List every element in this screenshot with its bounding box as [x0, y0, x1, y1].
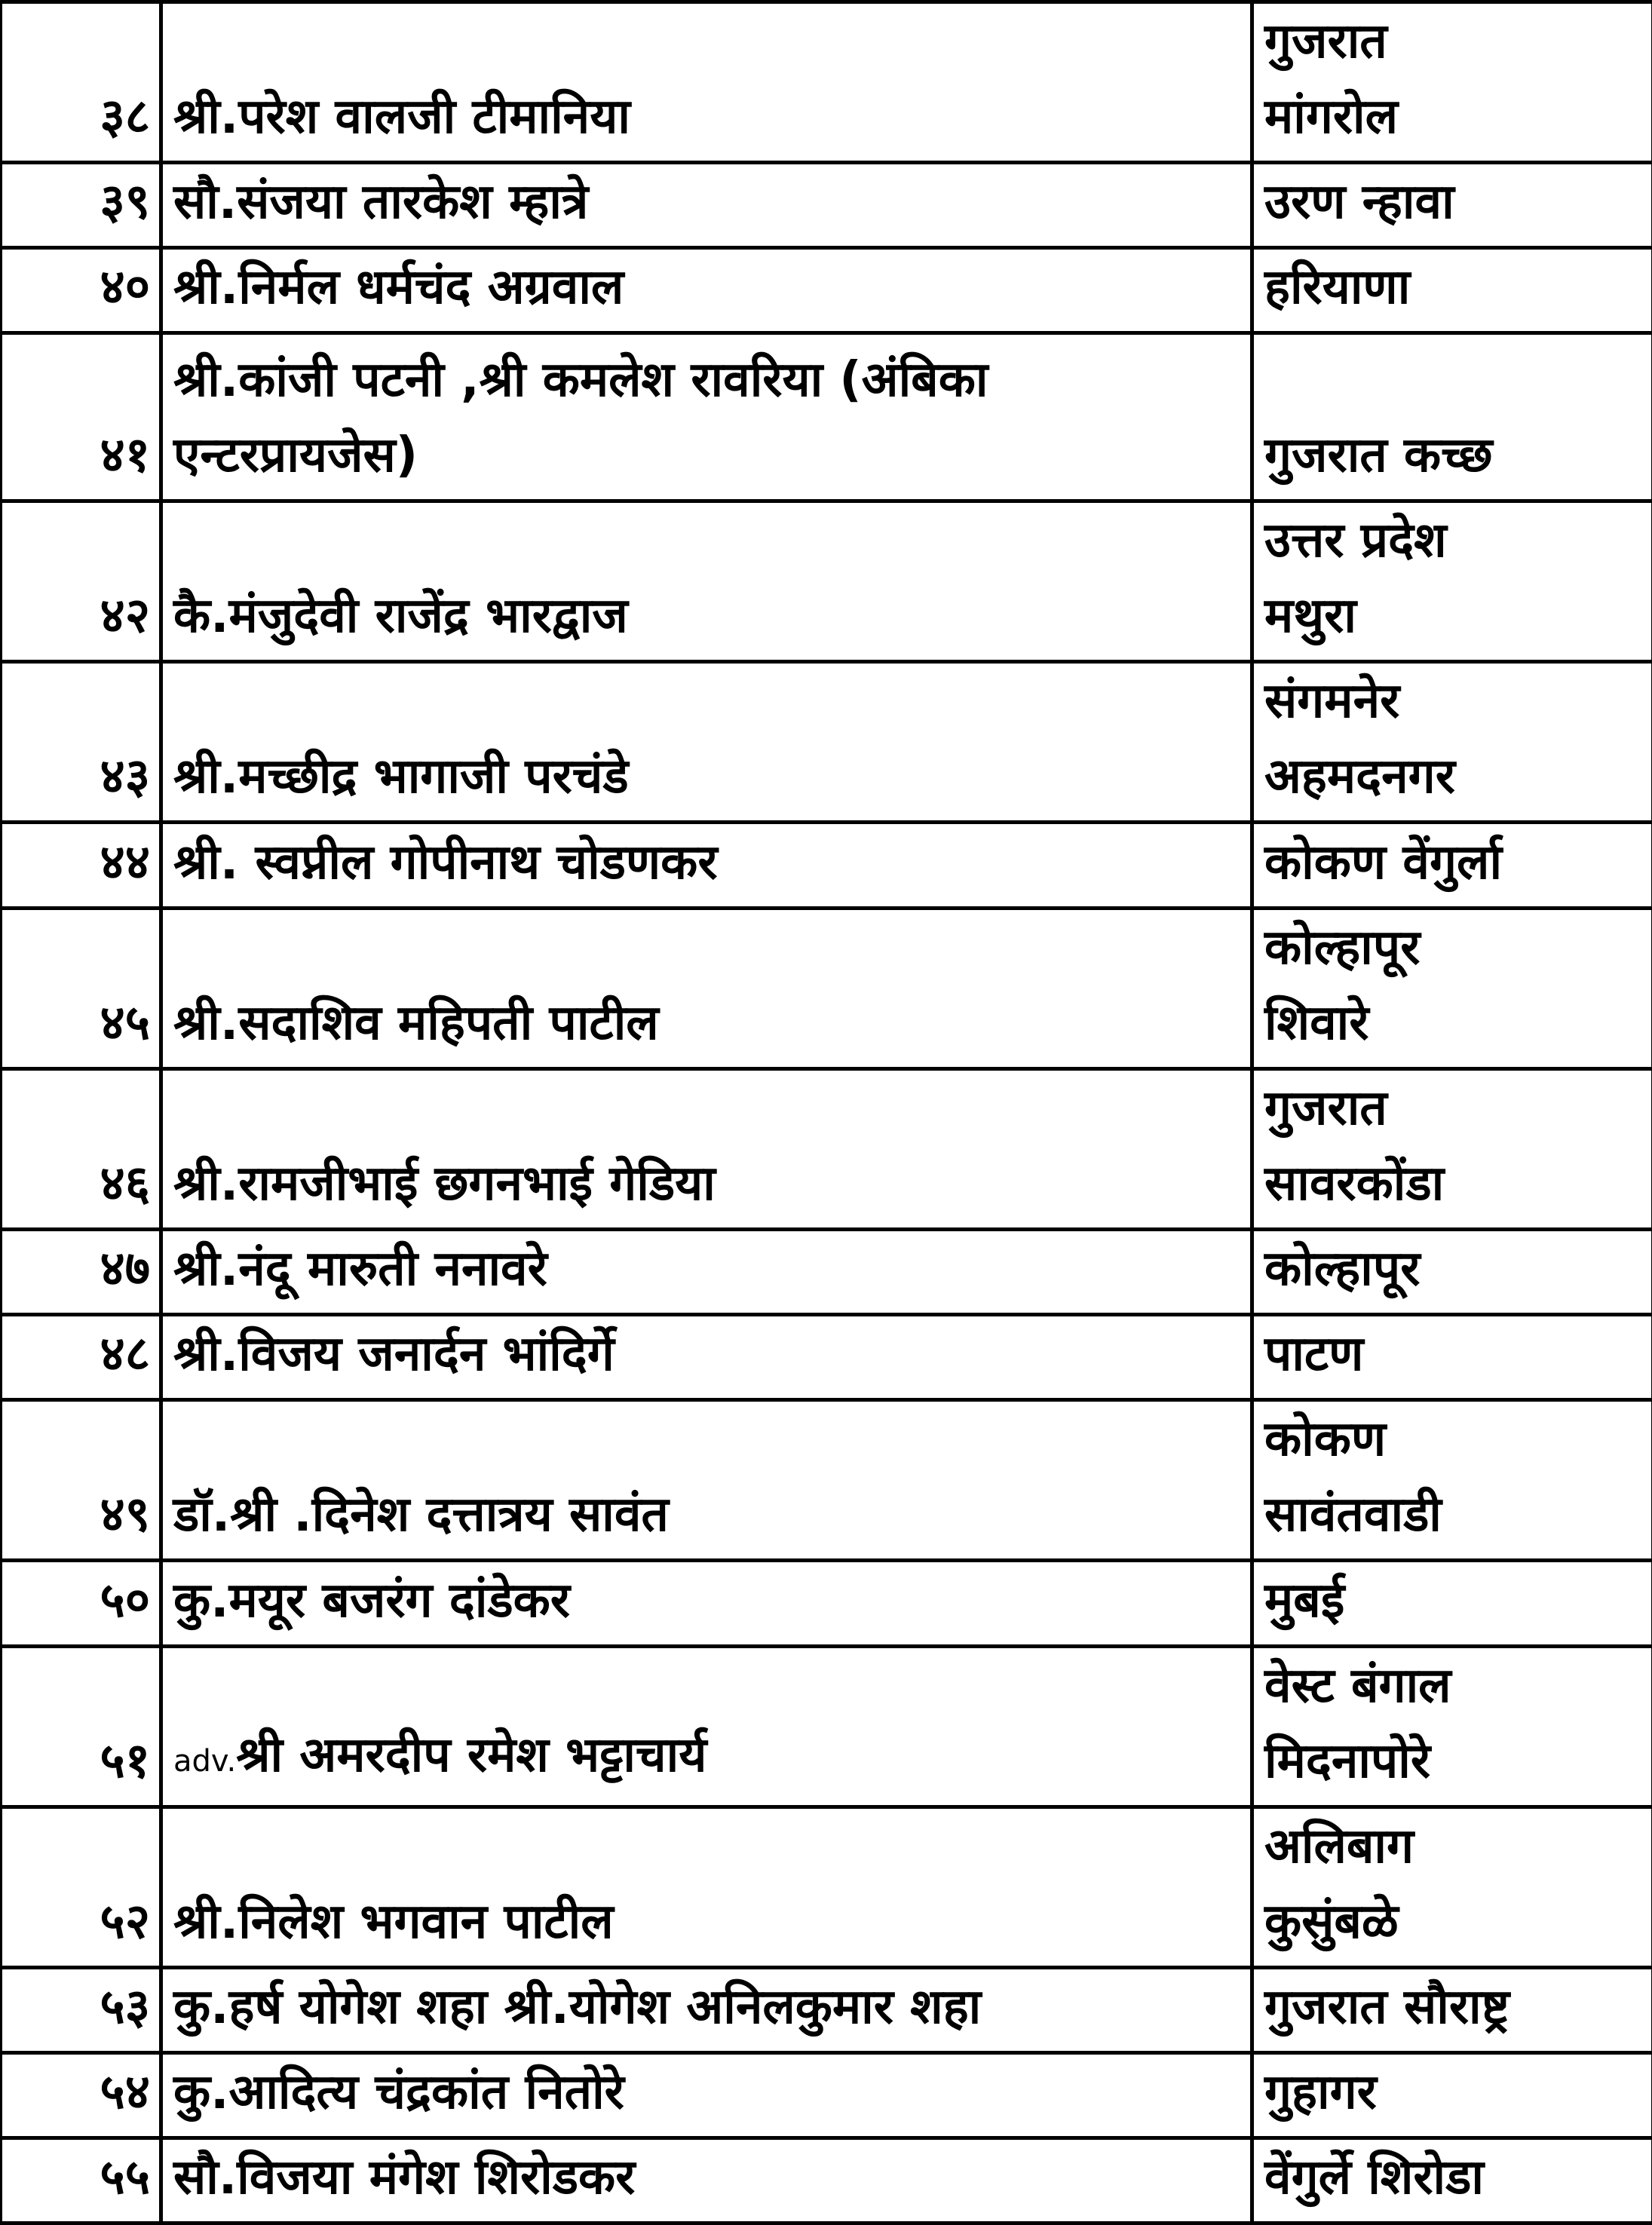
- table-row: [2, 1230, 1652, 1315]
- donor-name: सौ.विजया मंगेश शिरोडकर: [161, 2138, 1252, 2223]
- table-row: [2, 2138, 1652, 2223]
- name-prefix: adv.: [173, 1744, 236, 1779]
- row-number: ५०: [2, 1561, 161, 1647]
- donor-name: श्री.मच्छीद्र भागाजी परचंडे: [161, 662, 1252, 823]
- place-line: कोकण: [1264, 1402, 1641, 1477]
- place-line: अलिबाग: [1264, 1809, 1641, 1884]
- place-line: सावरकोंडा: [1264, 1146, 1641, 1221]
- row-number: ४२: [2, 501, 161, 662]
- donor-place: [1252, 1647, 1652, 1807]
- row-number: ४७: [2, 1230, 161, 1315]
- donor-name: [161, 1647, 1252, 1807]
- donor-name: श्री. स्वप्नील गोपीनाथ चोडणकर: [161, 823, 1252, 909]
- place-line: शिवारे: [1264, 985, 1641, 1061]
- place-line: वेस्ट बंगाल: [1264, 1648, 1641, 1724]
- table-row: [2, 2053, 1652, 2138]
- donor-place: [1252, 662, 1652, 823]
- place-line: कुसुंबळे: [1264, 1884, 1641, 1960]
- donor-name: श्री.विजय जनार्दन भांदिर्गे: [161, 1315, 1252, 1400]
- donor-place: [1252, 2053, 1652, 2138]
- row-number: ४६: [2, 1069, 161, 1230]
- table-row: [2, 501, 1652, 662]
- donor-name: कु.मयूर बजरंग दांडेकर: [161, 1561, 1252, 1647]
- table-row: [2, 248, 1652, 333]
- donor-place: [1252, 1315, 1652, 1400]
- place-line: हरियाणा: [1264, 250, 1641, 325]
- row-number: ५१: [2, 1647, 161, 1807]
- place-line: कोकण वेंगुर्ला: [1264, 825, 1641, 900]
- table-row: [2, 333, 1652, 501]
- donor-name: कै.मंजुदेवी राजेंद्र भारद्वाज: [161, 501, 1252, 662]
- row-number: ४०: [2, 248, 161, 333]
- place-line: पाटण: [1264, 1316, 1641, 1392]
- place-line: मांगरोल: [1264, 79, 1641, 155]
- donor-place: [1252, 2, 1652, 163]
- row-number: ५४: [2, 2053, 161, 2138]
- donor-place: [1252, 1807, 1652, 1968]
- place-line: मथुरा: [1264, 578, 1641, 654]
- donor-name: श्री.निर्मल धर्मचंद अग्रवाल: [161, 248, 1252, 333]
- donor-place: [1252, 1069, 1652, 1230]
- donor-name: श्री.नंदू मारुती ननावरे: [161, 1230, 1252, 1315]
- donor-name: कु.हर्ष योगेश शहा श्री.योगेश अनिलकुमार शहा: [161, 1968, 1252, 2053]
- table-row: [2, 662, 1652, 823]
- table-row: [2, 163, 1652, 248]
- place-line: कोल्हापूर: [1264, 1231, 1641, 1307]
- donor-place: [1252, 1230, 1652, 1315]
- row-number: ४३: [2, 662, 161, 823]
- table-row: [2, 1807, 1652, 1968]
- donor-place: [1252, 248, 1652, 333]
- place-line: अहमदनगर: [1264, 739, 1641, 814]
- row-number: ३९: [2, 163, 161, 248]
- table-row: [2, 1069, 1652, 1230]
- table-row: [2, 1647, 1652, 1807]
- place-line: वेंगुर्ले शिरोडा: [1264, 2140, 1641, 2215]
- donor-name: श्री.रामजीभाई छगनभाई गेडिया: [161, 1069, 1252, 1230]
- place-line: उत्तर प्रदेश: [1264, 503, 1641, 578]
- table-row: [2, 1561, 1652, 1647]
- place-line: मुबई: [1264, 1563, 1641, 1638]
- donor-name: सौ.संजया तारकेश म्हात्रे: [161, 163, 1252, 248]
- donor-place: [1252, 2138, 1652, 2223]
- place-line: कोल्हापूर: [1264, 910, 1641, 985]
- place-line: गुजरात सौराष्ट्र: [1264, 1969, 1641, 2045]
- donor-name: श्री.निलेश भगवान पाटील: [161, 1807, 1252, 1968]
- table-row: [2, 1400, 1652, 1561]
- row-number: ५३: [2, 1968, 161, 2053]
- table-row: [2, 1315, 1652, 1400]
- row-number: ४४: [2, 823, 161, 909]
- donor-name: श्री.परेश वालजी टीमानिया: [161, 2, 1252, 163]
- table-row: [2, 2, 1652, 163]
- row-number: ४५: [2, 909, 161, 1069]
- place-line: गुहागर: [1264, 2055, 1641, 2130]
- name-text: श्री अमरदीप रमेश भट्टाचार्य: [236, 1727, 706, 1783]
- row-number: ४८: [2, 1315, 161, 1400]
- row-number: ४९: [2, 1400, 161, 1561]
- donor-place: [1252, 1968, 1652, 2053]
- table-row: [2, 1968, 1652, 2053]
- donor-place: [1252, 501, 1652, 662]
- donor-name: श्री.कांजी पटनी ,श्री कमलेश रावरिया (अंबिका एन्टरप्रायजेस): [161, 333, 1252, 501]
- donor-name: डॉ.श्री .दिनेश दत्तात्रय सावंत: [161, 1400, 1252, 1561]
- donor-table-body: [2, 2, 1652, 2223]
- donor-place: [1252, 163, 1652, 248]
- table-row: [2, 823, 1652, 909]
- donor-place: [1252, 909, 1652, 1069]
- donor-name: श्री.सदाशिव महिपती पाटील: [161, 909, 1252, 1069]
- donor-place: [1252, 1400, 1652, 1561]
- row-number: ४१: [2, 333, 161, 501]
- place-line: संगमनेर: [1264, 664, 1641, 739]
- place-line: गुजरात: [1264, 4, 1641, 79]
- donor-place: [1252, 333, 1652, 501]
- row-number: ५२: [2, 1807, 161, 1968]
- place-line: गुजरात: [1264, 1071, 1641, 1146]
- row-number: ५५: [2, 2138, 161, 2223]
- place-line: मिदनापोरे: [1264, 1724, 1641, 1799]
- place-line: उरण न्हावा: [1264, 164, 1641, 240]
- place-line: गुजरात कच्छ: [1264, 418, 1641, 493]
- row-number: ३८: [2, 2, 161, 163]
- donor-place: [1252, 1561, 1652, 1647]
- donor-place: [1252, 823, 1652, 909]
- place-line: सावंतवाडी: [1264, 1477, 1641, 1552]
- donor-name: कु.आदित्य चंद्रकांत नितोरे: [161, 2053, 1252, 2138]
- table-row: [2, 909, 1652, 1069]
